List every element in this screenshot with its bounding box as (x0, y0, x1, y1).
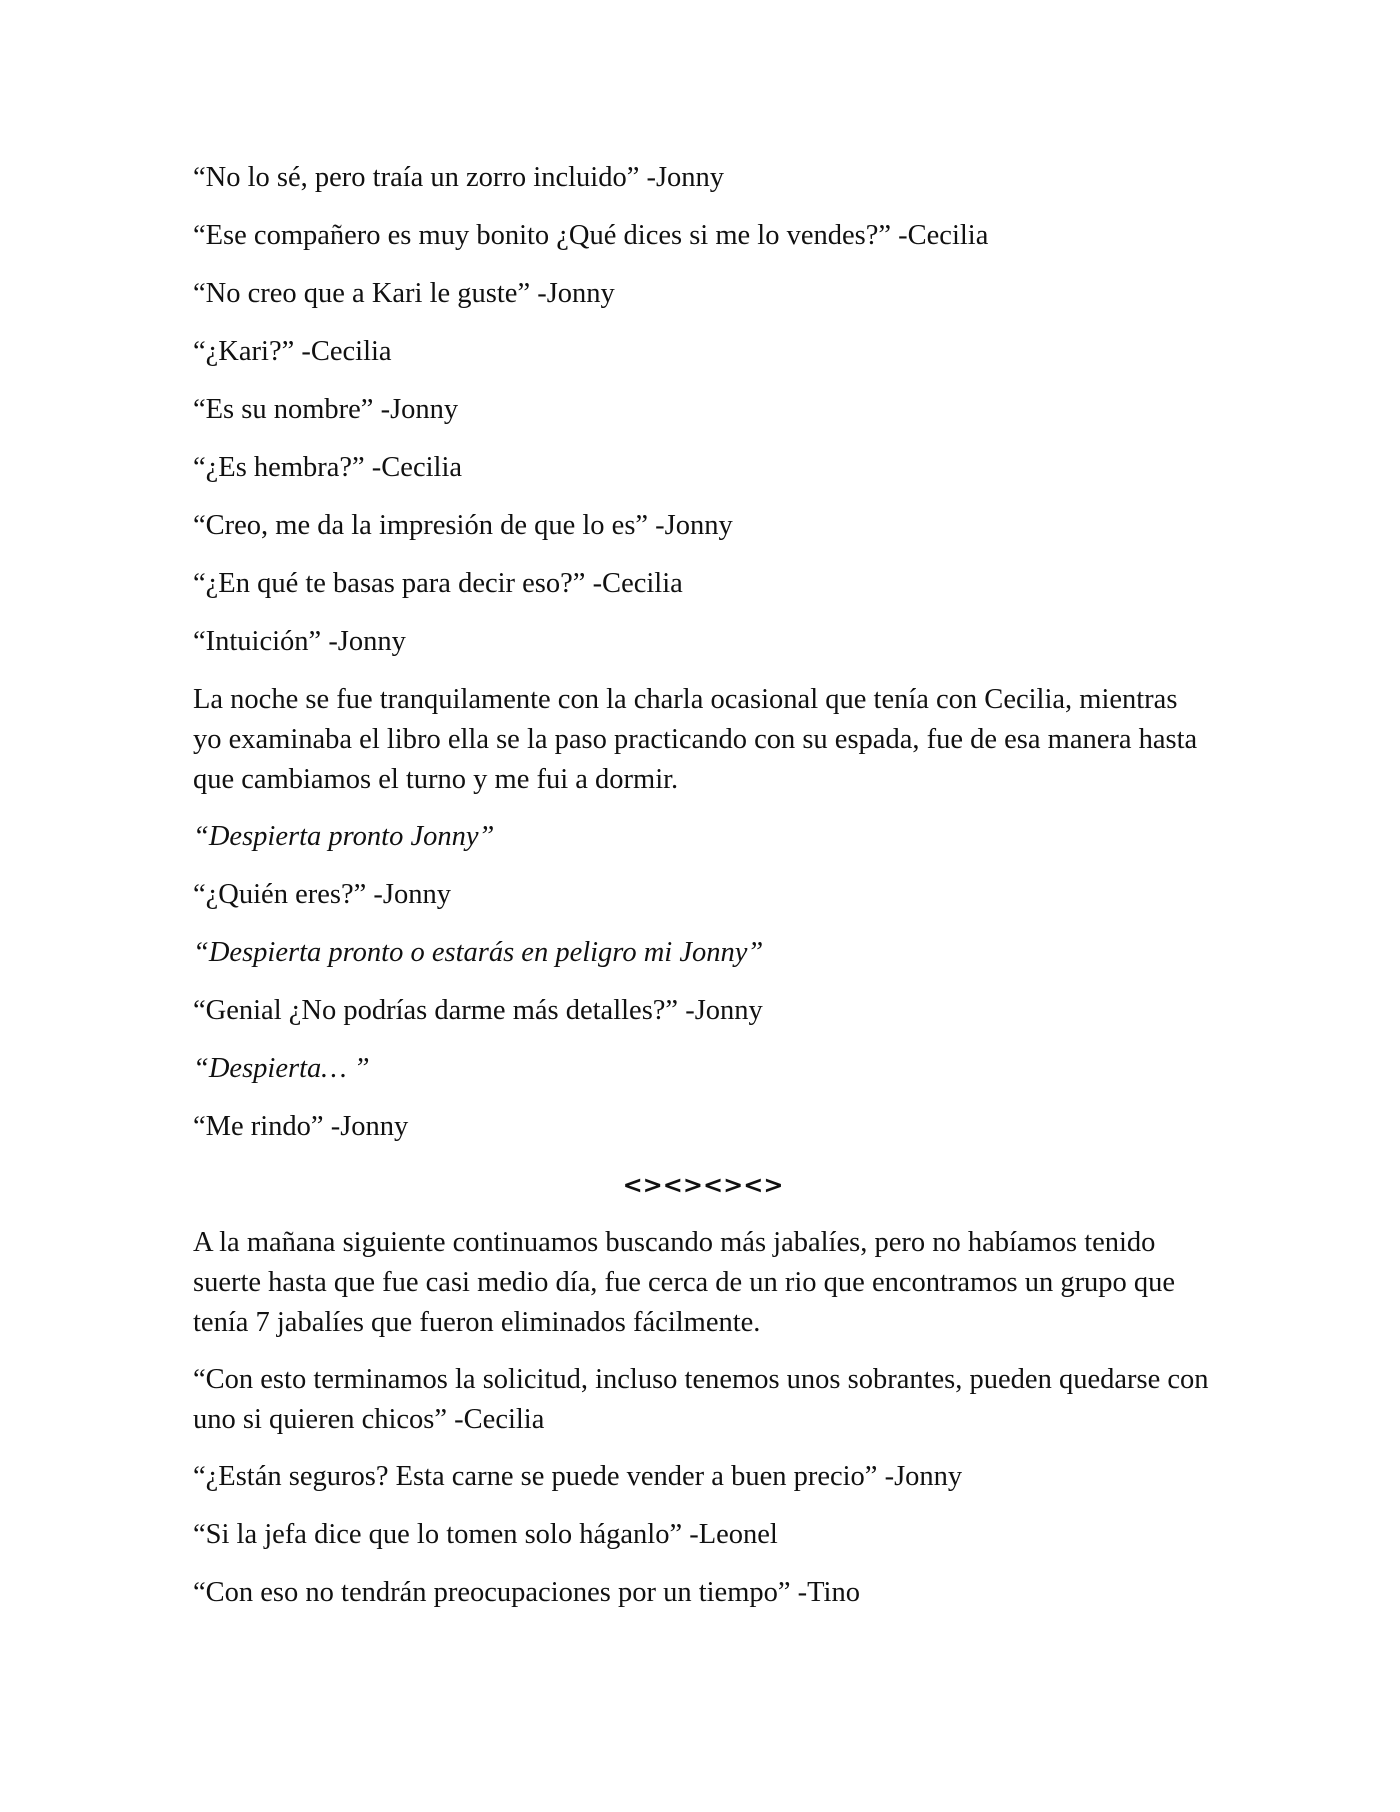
dialogue-line: “¿En qué te basas para decir eso?” -Cecilia (193, 568, 683, 599)
dialogue-line: “Ese compañero es muy bonito ¿Qué dices si me lo vendes?” -Cecilia (193, 220, 989, 251)
dialogue-line: “Es su nombre” -Jonny (193, 394, 459, 425)
dialogue-paragraph: “Con esto terminamos la solicitud, incluso tenemos unos sobrantes, pueden quedarse con uno si quieren chicos” -Cecilia (193, 1364, 1209, 1435)
dialogue-line: “Creo, me da la impresión de que lo es” -Jonny (193, 510, 733, 541)
dream-voice-line: “Despierta pronto Jonny” (193, 821, 495, 852)
document-body (193, 158, 1213, 1631)
dialogue-line: “Intuición” -Jonny (193, 626, 406, 657)
dialogue-line: “Me rindo” -Jonny (193, 1111, 409, 1142)
narration-paragraph: La noche se fue tranquilamente con la charla ocasional que tenía con Cecilia, mientras yo examinaba el libro ella se la paso practicando con su espada, fue de esa manera hasta que cambiamos el turno y me fui a dormir. (193, 684, 1198, 795)
dialogue-line: “¿Es hembra?” -Cecilia (193, 452, 463, 483)
dialogue-line: “No lo sé, pero traía un zorro incluido” -Jonny (193, 162, 725, 193)
dialogue-line: “Con eso no tendrán preocupaciones por un tiempo” -Tino (193, 1577, 860, 1608)
dialogue-line: “Genial ¿No podrías darme más detalles?” -Jonny (193, 995, 763, 1026)
dialogue-line: “No creo que a Kari le guste” -Jonny (193, 278, 615, 309)
dialogue-line: “¿Quién eres?” -Jonny (193, 879, 451, 910)
dialogue-line: “¿Están seguros? Esta carne se puede vender a buen precio” -Jonny (193, 1461, 963, 1492)
dream-voice-line: “Despierta… ” (193, 1053, 370, 1084)
narration-paragraph: A la mañana siguiente continuamos buscando más jabalíes, pero no habíamos tenido suerte hasta que fue casi medio día, fue cerca de un rio que encontramos un grupo que tenía 7 jabalíes que fueron eliminados fácilmente. (193, 1227, 1176, 1338)
scene-separator: <><><><> (622, 1171, 784, 1199)
dialogue-line: “Si la jefa dice que lo tomen solo háganlo” -Leonel (193, 1519, 778, 1550)
dream-voice-line: “Despierta pronto o estarás en peligro mi Jonny” (193, 937, 764, 968)
dialogue-line: “¿Kari?” -Cecilia (193, 336, 392, 367)
